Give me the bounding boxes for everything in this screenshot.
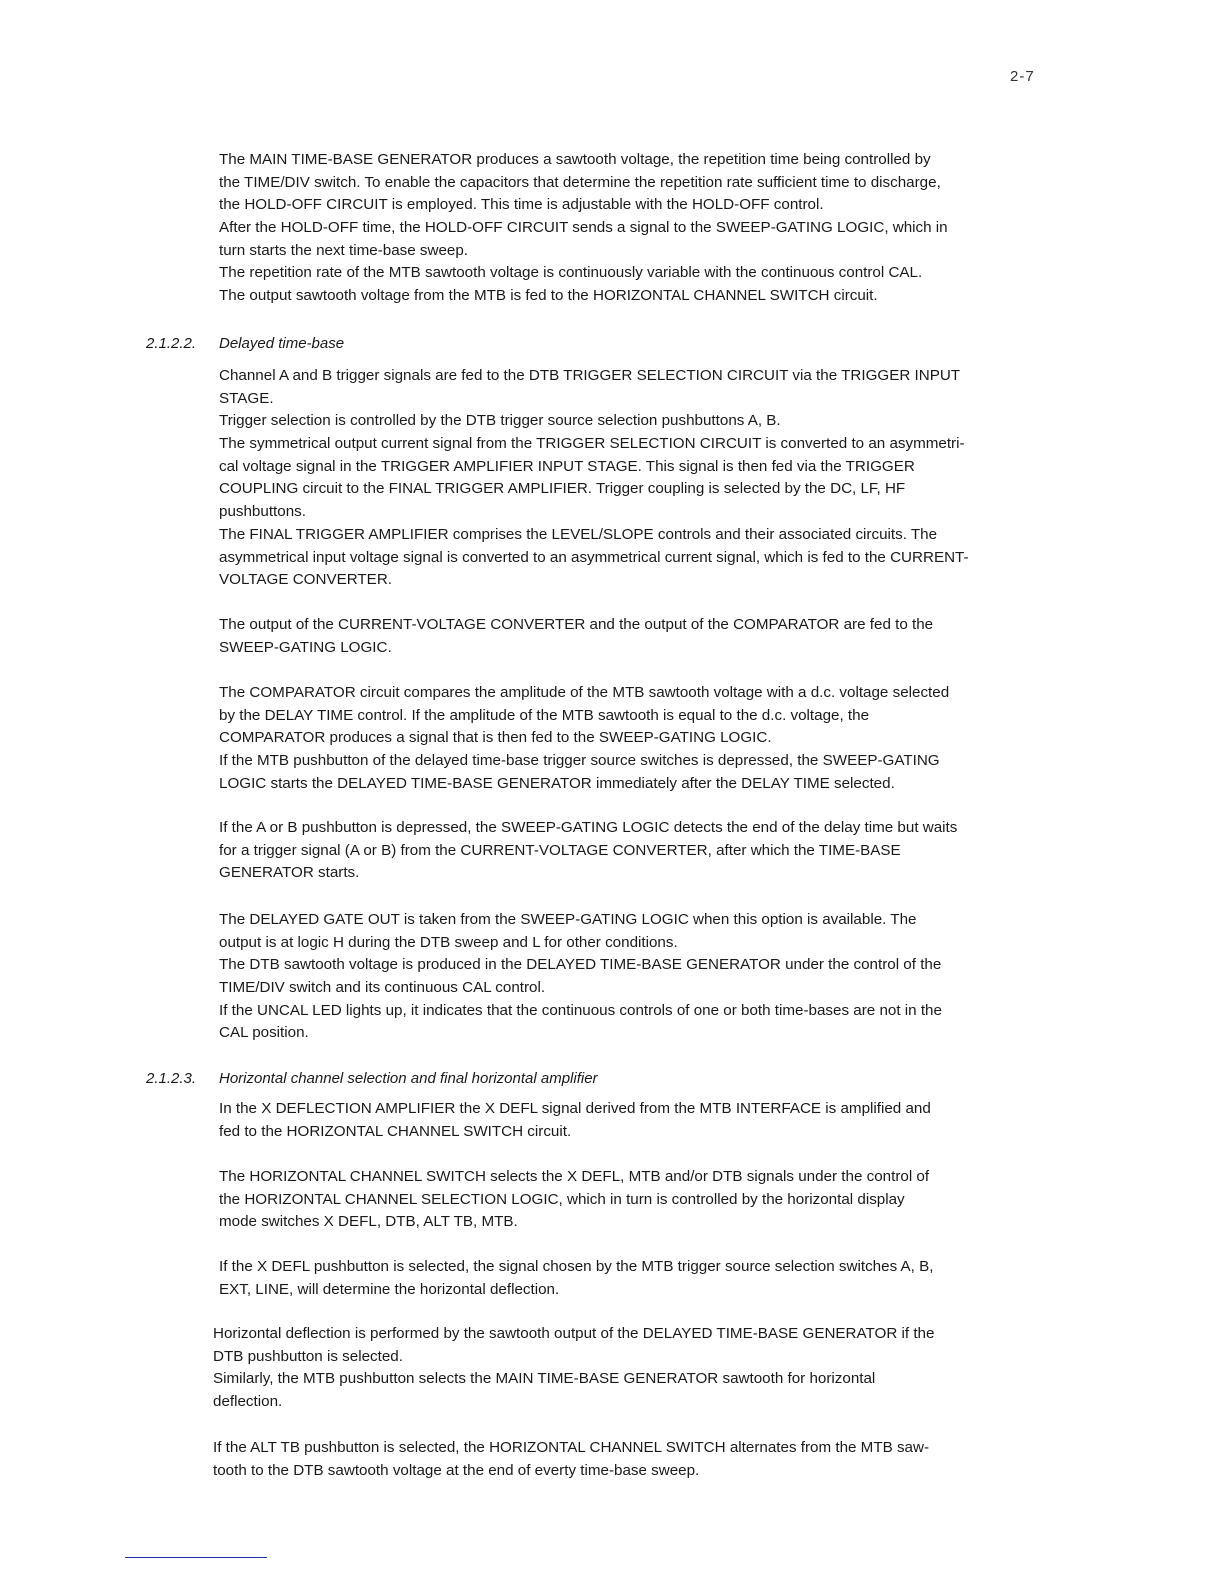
text-line: DTB pushbutton is selected.: [213, 1347, 403, 1365]
section-number: 2.1.2.3.: [146, 1070, 197, 1087]
paragraph-delayed-gate-out: [219, 909, 1079, 1045]
text-line: pushbuttons.: [219, 503, 306, 521]
text-line: Similarly, the MTB pushbutton selects the MAIN TIME-BASE GENERATOR sawtooth for horizontal: [213, 1370, 876, 1388]
section-title: Horizontal channel selection and final horizontal amplifier: [219, 1070, 598, 1087]
text-line: the HOLD-OFF CIRCUIT is employed. This time is adjustable with the HOLD-OFF control.: [219, 196, 824, 214]
text-line: VOLTAGE CONVERTER.: [219, 571, 393, 589]
text-line: STAGE.: [219, 389, 274, 407]
text-line: the HORIZONTAL CHANNEL SELECTION LOGIC, which in turn is controlled by the horizontal display: [219, 1190, 905, 1208]
section-heading-delayed-time-base: [146, 333, 344, 355]
text-line: the TIME/DIV switch. To enable the capacitors that determine the repetition rate sufficient time to discharge,: [219, 173, 941, 191]
paragraph-horizontal-switch: [219, 1166, 1079, 1234]
paragraph-trigger-selection: [219, 365, 1079, 592]
text-line: The HORIZONTAL CHANNEL SWITCH selects the X DEFL, MTB and/or DTB signals under the control of: [219, 1168, 930, 1185]
text-line: Channel A and B trigger signals are fed to the DTB TRIGGER SELECTION CIRCUIT via the TRIGGER INPUT: [219, 367, 961, 384]
text-line: tooth to the DTB sawtooth voltage at the end of everty time-base sweep.: [213, 1461, 700, 1479]
text-line: The DTB sawtooth voltage is produced in the DELAYED TIME-BASE GENERATOR under the control of the: [219, 956, 942, 974]
paragraph-converter-output: [219, 614, 1079, 659]
text-line: If the X DEFL pushbutton is selected, the signal chosen by the MTB trigger source selection switches A, B,: [219, 1258, 934, 1275]
text-line: The symmetrical output current signal from the TRIGGER SELECTION CIRCUIT is converted to an asymmetri-: [219, 435, 965, 453]
paragraph-main-time-base: [219, 149, 1079, 308]
text-line: If the UNCAL LED lights up, it indicates that the continuous controls of one or both time-bases are not in the: [219, 1001, 942, 1019]
text-line: GENERATOR starts.: [219, 864, 360, 882]
text-line: turn starts the next time-base sweep.: [219, 241, 469, 259]
text-line: SWEEP-GATING LOGIC.: [219, 638, 392, 656]
paragraph-ab-pushbutton: [219, 817, 1079, 885]
text-line: EXT, LINE, will determine the horizontal deflection.: [219, 1280, 560, 1298]
text-line: TIME/DIV switch and its continuous CAL control.: [219, 979, 546, 997]
text-line: The COMPARATOR circuit compares the amplitude of the MTB sawtooth voltage with a d.c. voltage selected: [219, 684, 950, 701]
section-title: Delayed time-base: [219, 335, 345, 352]
text-line: mode switches X DEFL, DTB, ALT TB, MTB.: [219, 1213, 518, 1231]
text-line: Horizontal deflection is performed by the sawtooth output of the DELAYED TIME-BASE GENERATOR if the: [213, 1325, 935, 1342]
text-line: After the HOLD-OFF time, the HOLD-OFF CIRCUIT sends a signal to the SWEEP-GATING LOGIC, which in: [219, 219, 948, 237]
text-line: In the X DEFLECTION AMPLIFIER the X DEFL signal derived from the MTB INTERFACE is amplified and: [219, 1100, 931, 1117]
paragraph-dtb-deflection: [213, 1323, 1073, 1414]
section-heading-horizontal-channel: [146, 1068, 598, 1090]
text-line: If the A or B pushbutton is depressed, the SWEEP-GATING LOGIC detects the end of the delay time but waits: [219, 819, 958, 836]
text-line: The MAIN TIME-BASE GENERATOR produces a sawtooth voltage, the repetition time being controlled by: [219, 151, 931, 168]
text-line: The repetition rate of the MTB sawtooth voltage is continuously variable with the continuous control CAL.: [219, 264, 923, 282]
text-line: COMPARATOR produces a signal that is then fed to the SWEEP-GATING LOGIC.: [219, 729, 772, 747]
text-line: fed to the HORIZONTAL CHANNEL SWITCH circuit.: [219, 1122, 572, 1140]
text-line: The FINAL TRIGGER AMPLIFIER comprises the LEVEL/SLOPE controls and their associated circuits. The: [219, 525, 938, 543]
text-line: Trigger selection is controlled by the DTB trigger source selection pushbuttons A, B.: [219, 412, 781, 430]
text-line: The output of the CURRENT-VOLTAGE CONVERTER and the output of the COMPARATOR are fed to the: [219, 616, 934, 633]
paragraph-x-deflection: [219, 1098, 1079, 1143]
text-line: The DELAYED GATE OUT is taken from the SWEEP-GATING LOGIC when this option is available. The: [219, 911, 917, 928]
paragraph-comparator: [219, 682, 1079, 795]
text-line: LOGIC starts the DELAYED TIME-BASE GENERATOR immediately after the DELAY TIME selected.: [219, 774, 895, 792]
text-line: CAL position.: [219, 1024, 309, 1042]
text-line: by the DELAY TIME control. If the amplitude of the MTB sawtooth is equal to the d.c. voltage, the: [219, 706, 870, 724]
text-line: deflection.: [213, 1393, 283, 1411]
text-line: asymmetrical input voltage signal is converted to an asymmetrical current signal, which is fed to the CURRENT-: [219, 548, 969, 566]
footer-rule: [125, 1557, 267, 1558]
text-line: for a trigger signal (A or B) from the CURRENT-VOLTAGE CONVERTER, after which the TIME-BASE: [219, 841, 901, 859]
text-line: If the MTB pushbutton of the delayed time-base trigger source switches is depressed, the SWEEP-GATING: [219, 752, 940, 770]
section-number: 2.1.2.2.: [146, 335, 197, 352]
text-line: If the ALT TB pushbutton is selected, the HORIZONTAL CHANNEL SWITCH alternates from the MTB saw-: [213, 1439, 930, 1456]
paragraph-x-defl-pushbutton: [219, 1256, 1079, 1301]
text-line: COUPLING circuit to the FINAL TRIGGER AMPLIFIER. Trigger coupling is selected by the DC, LF, HF: [219, 480, 906, 498]
paragraph-alt-tb: [213, 1437, 1073, 1482]
page-number: 2-7: [1010, 68, 1035, 85]
text-line: cal voltage signal in the TRIGGER AMPLIFIER INPUT STAGE. This signal is then fed via the TRIGGER: [219, 457, 915, 475]
text-line: The output sawtooth voltage from the MTB is fed to the HORIZONTAL CHANNEL SWITCH circuit.: [219, 287, 878, 305]
text-line: output is at logic H during the DTB sweep and L for other conditions.: [219, 933, 678, 951]
